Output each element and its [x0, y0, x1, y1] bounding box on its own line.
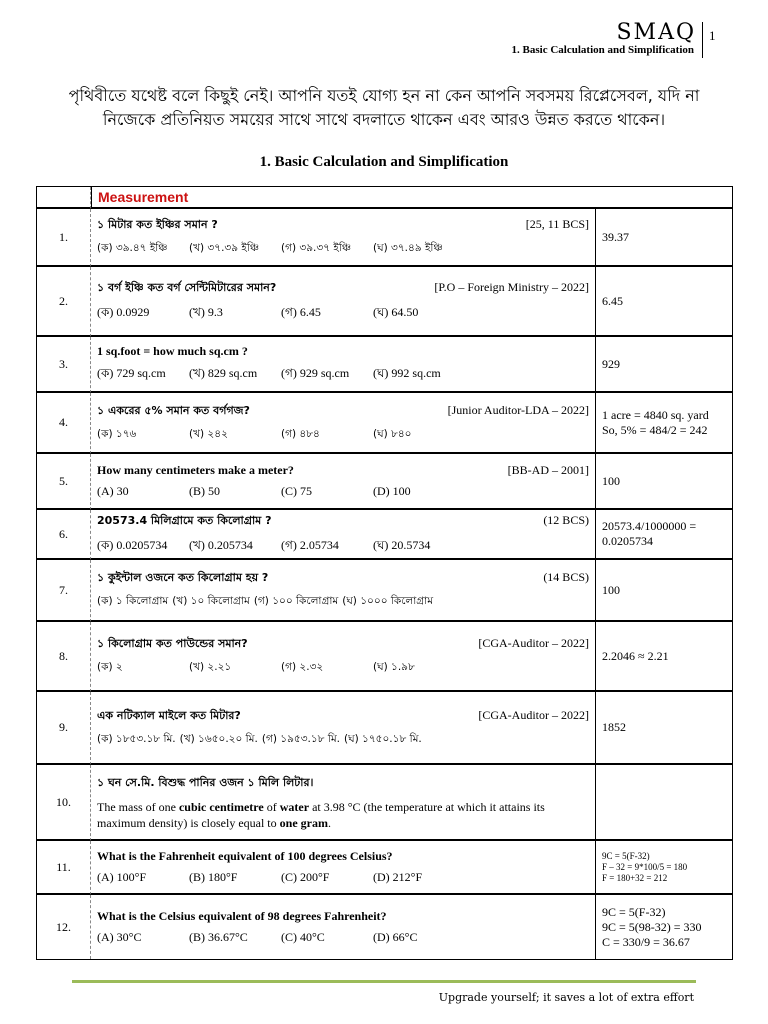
- option-b: (খ) ১৬৫০.২০ মি.: [179, 732, 258, 745]
- question-cell: [91, 560, 595, 622]
- question-text: ১ কিলোগ্রাম কত পাউন্ডের সমান?: [97, 637, 248, 650]
- answer-cell: [595, 692, 732, 765]
- question-number: 12.: [37, 895, 91, 959]
- question-cell: [91, 895, 595, 959]
- header-subtitle: 1. Basic Calculation and Simplification: [511, 44, 694, 56]
- question-source: (12 BCS): [543, 512, 589, 527]
- question-cell: [91, 622, 595, 692]
- options-list: [97, 930, 589, 945]
- answer-line: 20573.4/1000000 =: [602, 519, 697, 533]
- para-bold-term: water: [279, 799, 310, 814]
- section-header-row: [37, 187, 732, 209]
- question-source: [25, 11 BCS]: [525, 217, 589, 231]
- question-source: [P.O – Foreign Ministry – 2022]: [434, 279, 589, 294]
- question-number: 9.: [37, 692, 91, 765]
- option-c: (C) 200°F: [281, 870, 330, 884]
- question-text: ১ কুইন্টাল ওজনে কত কিলোগ্রাম হয় ?: [97, 571, 269, 584]
- option-d: (ঘ) ১০০০ কিলোগ্রাম: [342, 595, 434, 607]
- table-row: [37, 209, 732, 267]
- option-c: (গ) 2.05734: [281, 537, 339, 552]
- question-cell: [91, 267, 595, 337]
- motivational-quote: [40, 84, 728, 132]
- options-list: [97, 660, 589, 677]
- option-d: (ঘ) ১৭৫০.১৮ মি.: [344, 732, 422, 745]
- options-list: [97, 484, 589, 499]
- answer-cell: [595, 267, 732, 337]
- option-b: (খ) ৩৭.৩৯ ইঞ্চি: [189, 242, 260, 254]
- answer-line: 9C = 5(F-32): [602, 850, 650, 861]
- question-number: 10.: [37, 765, 91, 841]
- answer-line: 9C = 5(98-32) = 330: [602, 919, 702, 934]
- question-source: [CGA-Auditor – 2022]: [478, 707, 589, 722]
- option-d: (ঘ) 64.50: [373, 304, 419, 319]
- answer-cell: [595, 560, 732, 622]
- answer-line: 0.0205734: [602, 534, 653, 548]
- option-b: (খ) ২৪২: [189, 427, 228, 440]
- answer-cell: [595, 510, 732, 560]
- option-a: (ক) 0.0929: [97, 304, 150, 319]
- question-number: 8.: [37, 622, 91, 692]
- question-text: 1 sq.foot = how much sq.cm ?: [97, 343, 248, 358]
- option-d: (ঘ) ৩৭.৪৯ ইঞ্চি: [373, 242, 443, 254]
- option-c: (গ) ১০০ কিলোগ্রাম: [253, 595, 339, 607]
- option-b: (B) 180°F: [189, 870, 238, 884]
- question-number: 11.: [37, 841, 91, 895]
- options-list: [97, 594, 589, 611]
- option-a: (ক) 729 sq.cm: [97, 365, 166, 380]
- answer-line: 6.45: [602, 293, 623, 308]
- question-number: 4.: [37, 393, 91, 454]
- answer-cell: [595, 337, 732, 393]
- question-cell: [91, 692, 595, 765]
- option-d: (D) 212°F: [373, 870, 423, 884]
- option-b: (খ) 9.3: [189, 304, 223, 319]
- option-a: (ক) 0.0205734: [97, 537, 168, 552]
- options-list: [97, 537, 589, 557]
- option-d: (ঘ) 20.5734: [373, 537, 431, 552]
- question-cell: [91, 337, 595, 393]
- option-b: (B) 36.67°C: [189, 930, 248, 944]
- question-source: [Junior Auditor-LDA – 2022]: [447, 402, 589, 417]
- para-text: at 3.98 °C (the temperature at which it attains its maximum density) is closely equal to: [97, 799, 545, 830]
- question-source: [BB-AD – 2001]: [507, 463, 589, 477]
- question-text: ১ ঘন সে.মি. বিশুদ্ধ পানির ওজন ১ মিলি লিটার।: [97, 775, 314, 789]
- options-list: [97, 365, 589, 385]
- option-a: (ক) ১৮৫৩.১৮ মি.: [97, 732, 176, 745]
- option-a: (ক) ২: [97, 661, 123, 673]
- section-num-cell: [37, 187, 91, 209]
- option-d: (D) 100: [373, 484, 411, 498]
- question-cell: [91, 393, 595, 454]
- question-cell: [91, 209, 595, 267]
- table-row: [37, 337, 732, 393]
- option-a: (A) 100°F: [97, 870, 147, 884]
- explanation-paragraph: [97, 799, 589, 831]
- answer-line: F = 180+32 = 212: [602, 872, 668, 883]
- para-text: .: [327, 815, 331, 830]
- question-cell: [91, 510, 595, 560]
- option-c: (গ) 6.45: [281, 304, 321, 319]
- option-c: (C) 75: [281, 484, 312, 498]
- questions-table: [36, 186, 733, 960]
- option-b: (খ) ১০ কিলোগ্রাম: [172, 595, 250, 607]
- question-text: What is the Celsius equivalent of 98 degrees Fahrenheit?: [97, 909, 387, 923]
- answer-line: 100: [602, 582, 620, 597]
- question-number: 7.: [37, 560, 91, 622]
- question-text: What is the Fahrenheit equivalent of 100 degrees Celsius?: [97, 849, 393, 863]
- answer-cell: [595, 765, 732, 841]
- option-a: (ক) ১ কিলোগ্রাম: [97, 595, 169, 607]
- table-row: [37, 393, 732, 454]
- table-row: [37, 692, 732, 765]
- question-text: ১ বর্গ ইঞ্চি কত বর্গ সেন্টিমিটারের সমান?: [97, 280, 277, 294]
- options-list: [97, 427, 589, 444]
- option-d: (ঘ) ৮৪০: [373, 427, 412, 440]
- page-title: 1. Basic Calculation and Simplification: [259, 154, 509, 170]
- table-row: [37, 841, 732, 895]
- answer-line: 2.2046 ≈ 2.21: [602, 648, 669, 663]
- quote-line-1: পৃথিবীতে যথেষ্ট বলে কিছুই নেই। আপনি যতই যোগ্য হন না কেন আপনি সবসময় রিপ্লেসেবল, যদি না: [68, 86, 700, 105]
- answer-line: 9C = 5(F-32): [602, 904, 666, 919]
- option-d: (D) 66°C: [373, 930, 418, 944]
- answer-line: 39.37: [602, 229, 629, 244]
- option-b: (B) 50: [189, 484, 220, 498]
- question-text: ১ একরের ৫% সমান কত বর্গগজ?: [97, 403, 250, 417]
- question-text: এক নটিক্যাল মাইলে কত মিটার?: [97, 708, 241, 722]
- answer-cell: [595, 895, 732, 959]
- question-text: How many centimeters make a meter?: [97, 463, 294, 477]
- brand-logo-text: SMAQ: [616, 20, 696, 45]
- answer-line: C = 330/9 = 36.67: [602, 934, 690, 949]
- answer-cell: [595, 622, 732, 692]
- answer-cell: [595, 841, 732, 895]
- para-text: of: [263, 799, 280, 814]
- footer-divider: [72, 980, 696, 983]
- question-text: ১ মিটার কত ইঞ্চির সমান ?: [97, 218, 218, 231]
- question-number: 6.: [37, 510, 91, 560]
- option-a: (ক) ৩৯.৪৭ ইঞ্চি: [97, 242, 168, 254]
- para-bold-term: one gram: [279, 815, 328, 830]
- answer-cell: [595, 393, 732, 454]
- option-b: (খ) 829 sq.cm: [189, 365, 258, 380]
- options-list: [97, 732, 589, 749]
- option-c: (C) 40°C: [281, 930, 325, 944]
- option-c: (গ) ২.৩২: [281, 661, 324, 673]
- answer-line: 929: [602, 356, 620, 371]
- option-a: (ক) ১৭৬: [97, 427, 137, 440]
- options-list: [97, 870, 589, 885]
- option-b: (খ) 0.205734: [189, 537, 253, 552]
- question-number: 5.: [37, 454, 91, 510]
- answer-line: F – 32 = 9*100/5 = 180: [602, 861, 688, 872]
- table-row: [37, 560, 732, 622]
- answer-cell: [595, 209, 732, 267]
- question-number: 3.: [37, 337, 91, 393]
- table-row: [37, 765, 732, 841]
- options-list: [97, 304, 589, 324]
- question-cell: [91, 765, 595, 841]
- para-text: The mass of one: [97, 799, 179, 814]
- option-c: (গ) ১৯৫৩.১৮ মি.: [261, 732, 340, 745]
- answer-line: So, 5% = 484/2 = 242: [602, 422, 708, 437]
- quote-line-2: নিজেকে প্রতিনিয়ত সময়ের সাথে সাথে বদলাতে থাকেন এবং আরও উন্নত করতে থাকেন।: [102, 110, 666, 129]
- answer-line: 1852: [602, 720, 626, 734]
- option-c: (গ) ৪৮৪: [281, 427, 320, 440]
- question-cell: [91, 454, 595, 510]
- question-number: 2.: [37, 267, 91, 337]
- option-a: (A) 30: [97, 484, 129, 498]
- section-label-cell: [91, 187, 732, 209]
- answer-cell: [595, 454, 732, 510]
- table-row: [37, 454, 732, 510]
- header-divider: [702, 22, 703, 58]
- question-source: [CGA-Auditor – 2022]: [478, 636, 589, 650]
- question-number: 1.: [37, 209, 91, 267]
- option-b: (খ) ২.২১: [189, 661, 232, 673]
- option-c: (গ) ৩৯.৩৭ ইঞ্চি: [281, 242, 352, 254]
- page-number: 1: [709, 28, 716, 43]
- para-bold-term: cubic centimetre: [178, 799, 264, 814]
- footer-tagline: Upgrade yourself; it saves a lot of extra effort: [438, 991, 694, 1004]
- table-row: [37, 510, 732, 560]
- table-row: [37, 895, 732, 959]
- table-row: [37, 622, 732, 692]
- answer-line: 1 acre = 4840 sq. yard: [602, 407, 709, 422]
- question-cell: [91, 841, 595, 895]
- option-c: (গ) 929 sq.cm: [281, 365, 350, 380]
- option-d: (ঘ) 992 sq.cm: [373, 365, 441, 380]
- option-d: (ঘ) ১.৯৮: [373, 661, 415, 673]
- option-a: (A) 30°C: [97, 930, 142, 944]
- question-source: (14 BCS): [543, 570, 589, 584]
- answer-line: 100: [602, 473, 620, 488]
- question-text: 20573.4 মিলিগ্রামে কত কিলোগ্রাম ?: [97, 513, 272, 527]
- table-row: [37, 267, 732, 337]
- options-list: [97, 241, 589, 258]
- section-title: Measurement: [98, 188, 189, 205]
